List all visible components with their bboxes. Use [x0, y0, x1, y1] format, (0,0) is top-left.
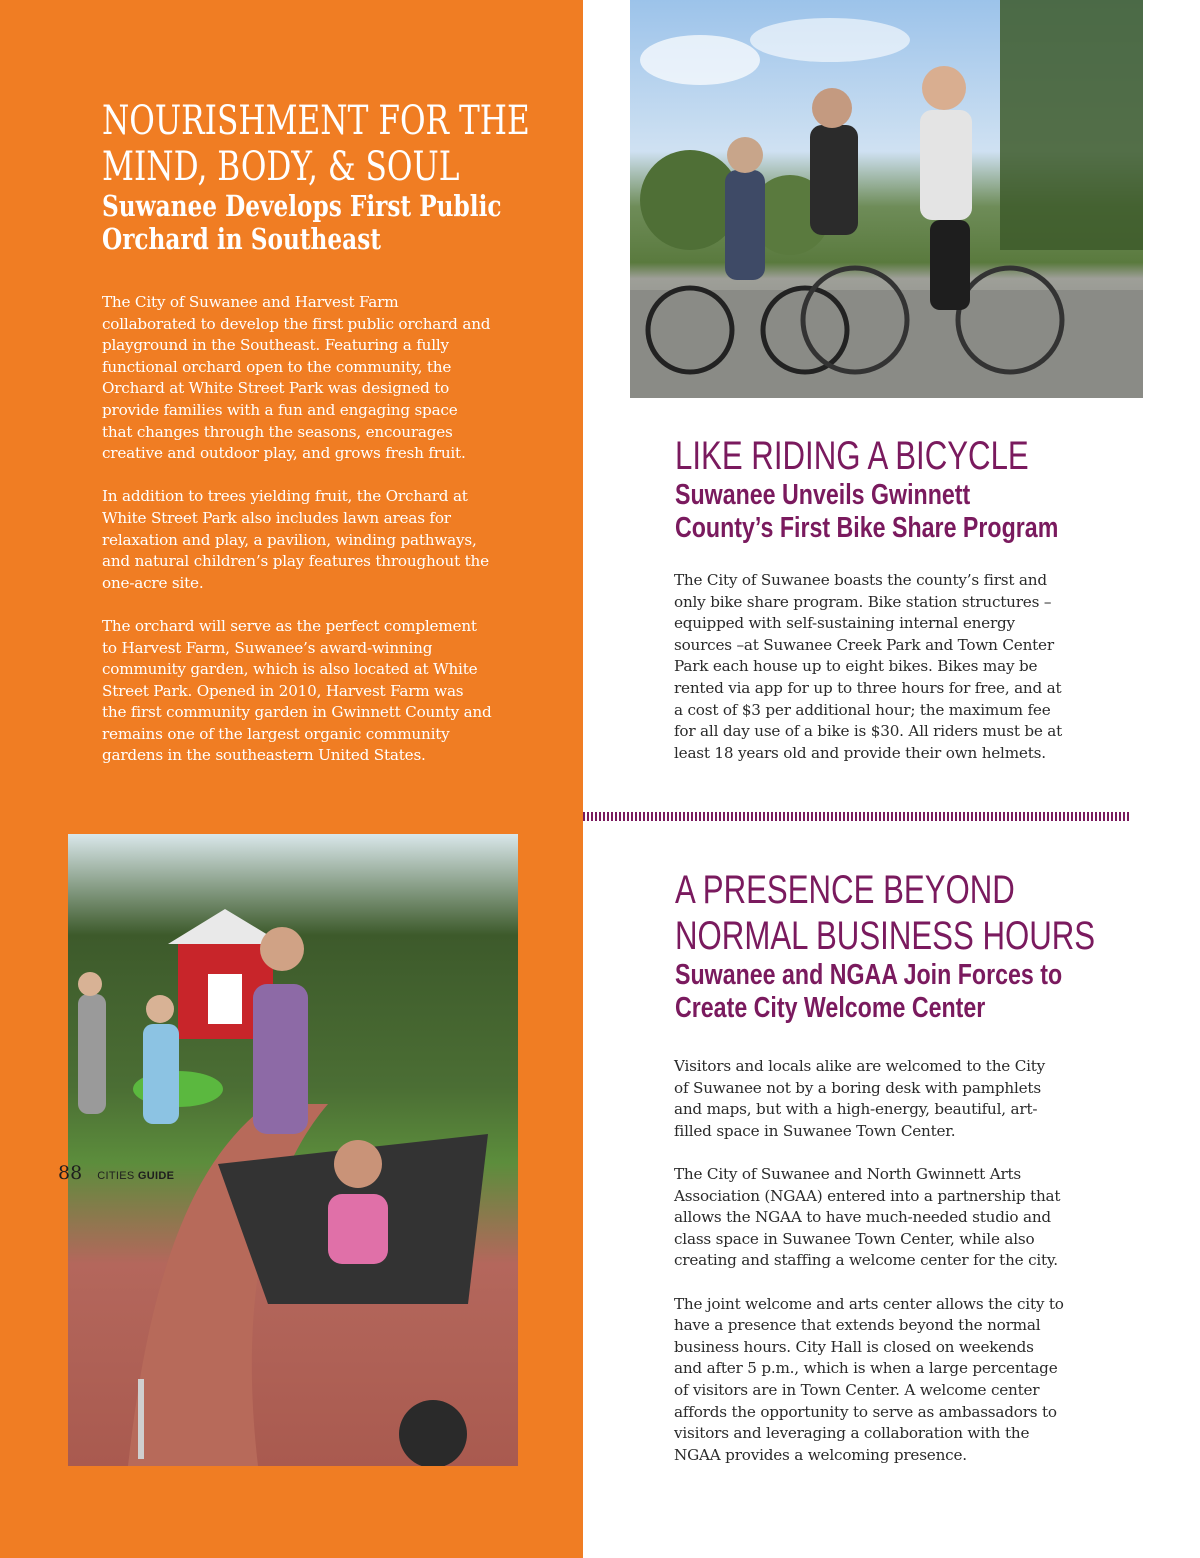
bike-title: LIKE RIDING A BICYCLE — [675, 434, 1029, 478]
orchard-body — [102, 292, 492, 789]
bike-body — [674, 570, 1064, 786]
welcome-paragraph: Visitors and locals alike are welcomed to the City of Suwanee not by a boring desk with pamphlets and maps, but with a high-energy, beautiful, art-filled space in Suwanee Town Center. — [674, 1057, 1046, 1140]
bike-share-photo — [630, 0, 1143, 398]
bike-paragraph: The City of Suwanee boasts the county’s first and only bike share program. Bike station structures – equipped with self-sustaining internal energy sources –at Suwanee Creek Park and Town Center Park each house up to eight bikes. Bikes may be rented via app for up to three hours for free, and at a cost of $3 per additional hour; the maximum fee for all day use of a bike is $30. All riders must be at least 18 years old and provide their own helmets. — [674, 571, 1063, 762]
welcome-subtitle-line1: Suwanee and NGAA Join Forces to — [675, 959, 1063, 991]
orchard-title-line1: NOURISHMENT FOR THE — [102, 98, 530, 144]
page-footer — [58, 1162, 174, 1184]
orchard-subtitle-line2: Orchard in Southeast — [102, 222, 381, 256]
orchard-paragraph: The orchard will serve as the perfect complement to Harvest Farm, Suwanee’s award-winning community garden, which is also located at White Street Park. Opened in 2010, Harvest Farm was the first community garden in Gwinnett County and remains one of the largest organic community gardens in the southeastern United States. — [102, 616, 492, 765]
welcome-body — [674, 1056, 1064, 1488]
bike-subtitle-line1: Suwanee Unveils Gwinnett — [675, 479, 971, 511]
orchard-title-line2: MIND, BODY, & SOUL — [102, 144, 460, 190]
orchard-photo — [68, 834, 518, 1466]
orchard-paragraph: The City of Suwanee and Harvest Farm collaborated to develop the first public orchard and playground in the Southeast. Featuring a fully functional orchard open to the community, the Orchard at White Street Park was designed to provide families with a fun and engaging space that changes through the seasons, encourages creative and outdoor play, and grows fresh fruit. — [102, 293, 491, 463]
publication-name-light: CITIES — [97, 1170, 135, 1182]
page-number: 88 — [58, 1162, 83, 1184]
welcome-paragraph: The City of Suwanee and North Gwinnett Arts Association (NGAA) entered into a partnership that allows the NGAA to have much-needed studio and class space in Suwanee Town Center, while also creating and staffing a welcome center for the city. — [674, 1164, 1061, 1270]
orchard-paragraph: In addition to trees yielding fruit, the Orchard at White Street Park also includes lawn areas for relaxation and play, a pavilion, winding pathways, and natural children’s play features throughout the one-acre site. — [102, 487, 489, 592]
welcome-paragraph: The joint welcome and arts center allows the city to have a presence that extends beyond the normal business hours. City Hall is closed on weekends and after 5 p.m., which is when a large percentage of visitors are in Town Center. A welcome center affords the opportunity to serve as ambassadors to visitors and leveraging a collaboration with the NGAA provides a welcoming presence. — [674, 1294, 1064, 1464]
publication-name-bold: GUIDE — [137, 1170, 175, 1182]
publication-name — [97, 1170, 174, 1182]
orchard-headline — [102, 98, 650, 256]
bike-subtitle-line2: County’s First Bike Share Program — [675, 512, 1059, 544]
orchard-subtitle-line1: Suwanee Develops First Public — [102, 189, 502, 223]
welcome-headline — [675, 867, 1200, 1025]
welcome-title-line1: A PRESENCE BEYOND — [675, 868, 1015, 912]
section-divider — [583, 812, 1129, 821]
bike-headline — [675, 433, 1154, 545]
welcome-subtitle-line2: Create City Welcome Center — [675, 992, 986, 1024]
welcome-title-line2: NORMAL BUSINESS HOURS — [675, 914, 1096, 958]
